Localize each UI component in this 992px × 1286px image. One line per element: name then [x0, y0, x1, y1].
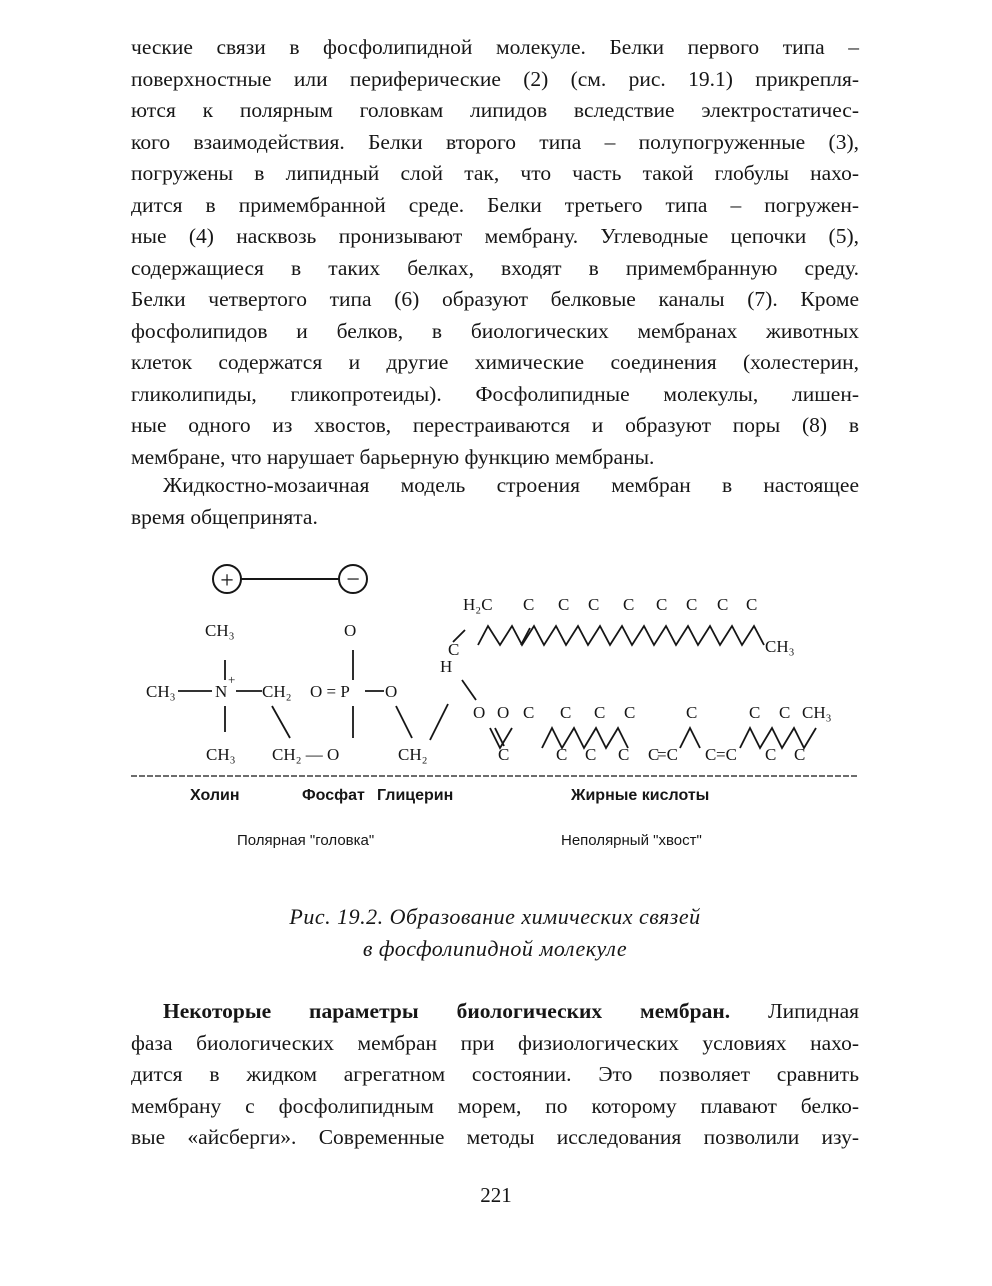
atom-h2c: H₂C	[463, 595, 493, 614]
atom-c: C	[705, 745, 717, 764]
atom-c: C	[594, 703, 606, 722]
atom-ch3-bottom: CH₃	[206, 745, 236, 764]
atom-ch2-o: CH₂ — O	[272, 745, 340, 764]
text-line: ные одного из хвостов, перестраиваются и образуют поры (8) в	[131, 413, 859, 437]
atom-ch3-left: CH₃	[146, 682, 176, 701]
atom-c: C	[779, 703, 791, 722]
text-line: Жидкостно-мозаичная модель строения мембран в настоящее	[163, 473, 859, 497]
atom-c: C	[648, 745, 660, 764]
text-line: поверхностные или периферические (2) (см. рис. 19.1) прикрепля-	[131, 66, 859, 91]
atom-c: C	[717, 595, 729, 614]
plus-charge: +	[220, 568, 234, 594]
text-line: дится в жидком агрегатном состоянии. Это позволяет сравнить	[131, 1062, 859, 1086]
atom-o: O	[473, 703, 486, 722]
text-fragment: Липидная	[768, 999, 860, 1023]
atom-eq-c: =C	[657, 745, 678, 764]
atom-n-charge: +	[228, 672, 236, 687]
atom-c: C	[588, 595, 600, 614]
caption-line: в фосфолипидной молекуле	[362, 936, 628, 961]
label-fatty-acids: Жирные кислоты	[571, 787, 710, 804]
text-line: гликолипиды, гликопротеиды). Фосфолипидные молекулы, лишен-	[131, 381, 859, 406]
atom-c: C	[523, 703, 535, 722]
text-line	[131, 996, 859, 1028]
atom-eq-c: =C	[716, 745, 737, 764]
atom-ch3-end-lower: CH₃	[802, 703, 832, 722]
atom-c: C	[686, 595, 698, 614]
text-line: ются к полярным головкам липидов вследствие электростатичес-	[131, 98, 859, 122]
atom-h: H	[440, 657, 453, 676]
atom-ch2: CH₂	[262, 682, 292, 701]
label-phosphate: Фосфат	[302, 787, 365, 804]
text-line: ные (4) насквозь пронизывают мембрану. Углеводные цепочки (5),	[131, 224, 859, 248]
atom-o-eq-p: O = P	[310, 682, 350, 701]
atom-c: C	[560, 703, 572, 722]
atom-c: C	[498, 745, 510, 764]
text-line: мембрану с фосфолипидным морем, по которому плавают белко-	[131, 1093, 859, 1118]
text-line: содержащиеся в таких белках, входят в примембранную среду.	[131, 255, 859, 280]
label-glycerol: Глицерин	[377, 787, 454, 804]
atom-n: N	[215, 682, 228, 701]
atom-c: C	[794, 745, 806, 764]
atom-o: O	[497, 703, 510, 722]
text-line: кого взаимодействия. Белки второго типа – полупогруженные (3),	[131, 129, 859, 154]
atom-c: C	[749, 703, 761, 722]
atom-c: C	[686, 703, 698, 722]
atom-c-branch: C	[448, 640, 460, 659]
text-line: фаза биологических мембран при физиологических условиях нахо-	[131, 1030, 859, 1055]
atom-ch2-glycerol: CH₂	[398, 745, 428, 764]
atom-ch3-top: CH₃	[205, 621, 235, 640]
atom-o: O	[385, 682, 398, 701]
atom-c: C	[585, 745, 597, 764]
text-line: погружены в липидный слой так, что часть такой глобулы нахо-	[131, 161, 859, 185]
page-number: 221	[480, 1183, 512, 1207]
caption-line: Рис. 19.2. Образование химических связей	[289, 904, 701, 929]
figure-caption	[131, 901, 859, 965]
atom-c: C	[656, 595, 668, 614]
text-line: клеток содержатся и другие химические соединения (холестерин,	[131, 350, 859, 374]
atom-c: C	[624, 703, 636, 722]
section-heading: Некоторые параметры биологических мембран.	[163, 999, 731, 1023]
atom-c: C	[558, 595, 570, 614]
atom-c: C	[746, 595, 758, 614]
atom-c: C	[523, 595, 535, 614]
minus-charge: −	[346, 567, 360, 593]
text-line: ческие связи в фосфолипидной молекуле. Белки первого типа –	[131, 35, 859, 59]
text-line: Белки четвертого типа (6) образуют белковые каналы (7). Кроме	[131, 287, 859, 311]
atom-ch3-end-upper: CH₃	[765, 637, 795, 656]
text-line: фосфолипидов и белков, в биологических мембранах животных	[131, 318, 859, 343]
text-line: время общепринята.	[131, 504, 318, 529]
atom-c: C	[765, 745, 777, 764]
label-choline: Холин	[190, 787, 240, 804]
atom-c: C	[556, 745, 568, 764]
label-nonpolar-tail: Неполярный "хвост"	[561, 832, 702, 849]
text-line: вые «айсберги». Современные методы исследования позволили изу-	[131, 1125, 859, 1149]
atom-o-top: O	[344, 621, 357, 640]
text-line: мембране, что нарушает барьерную функцию мембраны.	[131, 444, 655, 469]
text-line: дится в примембранной среде. Белки третьего типа – погружен-	[131, 192, 859, 217]
atom-c: C	[623, 595, 635, 614]
paragraph-bottom	[131, 996, 859, 1154]
label-polar-head: Полярная "головка"	[237, 832, 375, 849]
atom-c: C	[618, 745, 630, 764]
